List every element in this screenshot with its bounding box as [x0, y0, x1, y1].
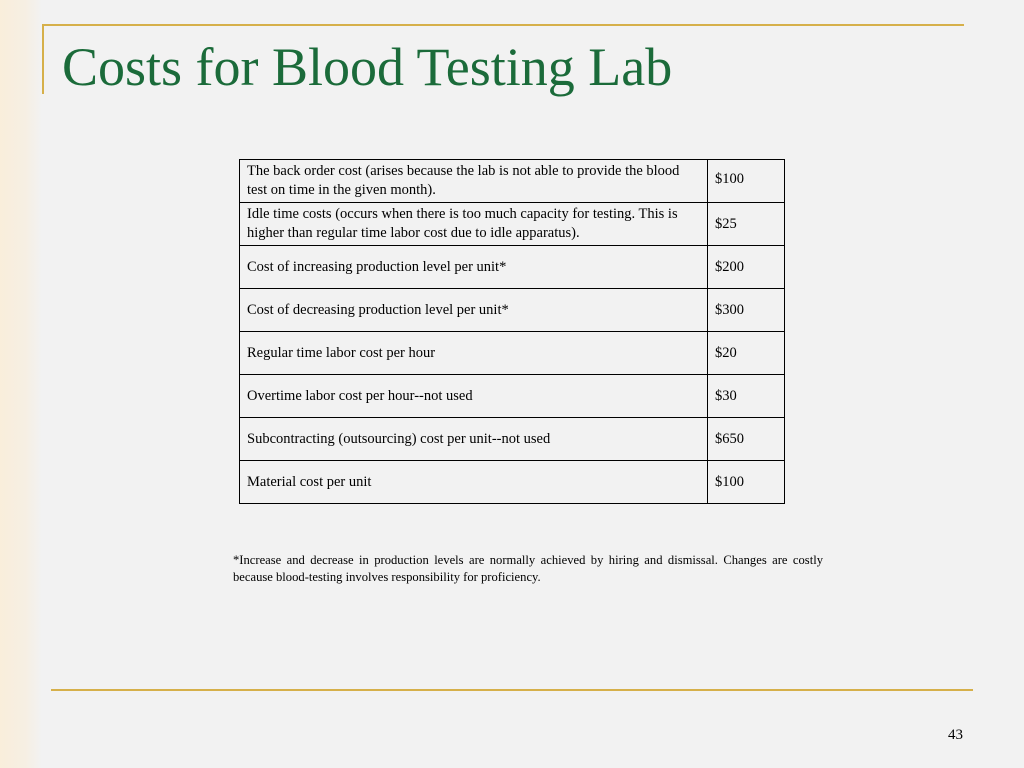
title-left-rule [42, 24, 44, 94]
cost-description: Cost of increasing production level per unit* [240, 246, 708, 289]
table-row [240, 289, 785, 332]
table-row [240, 332, 785, 375]
cost-amount: $20 [708, 332, 785, 375]
table-row [240, 461, 785, 504]
cost-description: Regular time labor cost per hour [240, 332, 708, 375]
footnote: *Increase and decrease in production levels are normally achieved by hiring and dismissal. Changes are costly because blood-testing involves responsibility for proficiency. [233, 553, 823, 584]
cost-description: Subcontracting (outsourcing) cost per unit--not used [240, 418, 708, 461]
cost-description: Idle time costs (occurs when there is too much capacity for testing. This is higher than regular time labor cost due to idle apparatus). [240, 203, 708, 246]
cost-amount: $25 [708, 203, 785, 246]
left-decorative-band [0, 0, 42, 768]
cost-description: Cost of decreasing production level per unit* [240, 289, 708, 332]
cost-amount: $100 [708, 160, 785, 203]
cost-description: The back order cost (arises because the lab is not able to provide the blood test on time in the given month). [240, 160, 708, 203]
cost-description: Material cost per unit [240, 461, 708, 504]
cost-amount: $300 [708, 289, 785, 332]
table-row [240, 246, 785, 289]
footer-rule [51, 689, 973, 691]
cost-description: Overtime labor cost per hour--not used [240, 375, 708, 418]
table-row [240, 160, 785, 203]
cost-amount: $30 [708, 375, 785, 418]
cost-amount: $200 [708, 246, 785, 289]
slide-title: Costs for Blood Testing Lab [62, 37, 673, 97]
title-top-rule [42, 24, 964, 26]
costs-table [239, 159, 785, 504]
cost-amount: $100 [708, 461, 785, 504]
table-row [240, 203, 785, 246]
page-number: 43 [948, 727, 963, 743]
table-row [240, 375, 785, 418]
table-row [240, 418, 785, 461]
cost-amount: $650 [708, 418, 785, 461]
